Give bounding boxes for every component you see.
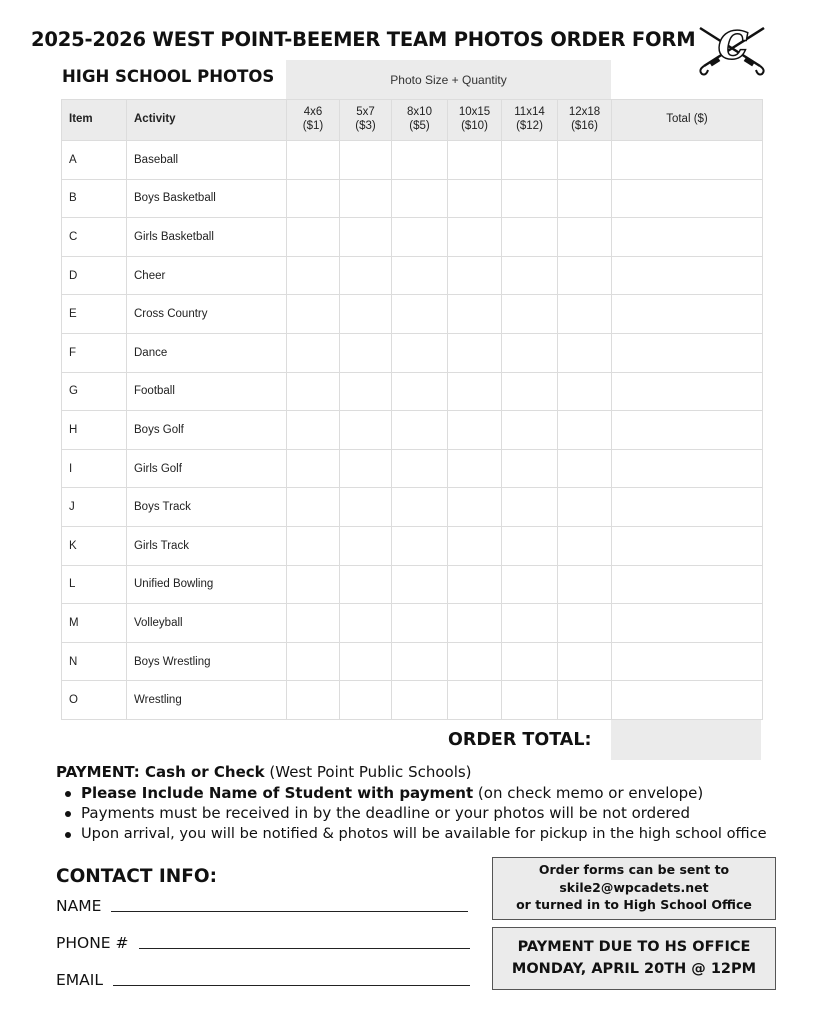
section-title: HIGH SCHOOL PHOTOS <box>62 67 275 86</box>
row-activity: Boys Basketball <box>127 179 287 218</box>
name-input-line[interactable] <box>111 911 468 912</box>
quantity-cell-10x15[interactable] <box>448 218 502 257</box>
quantity-cell-8x10[interactable] <box>392 141 448 180</box>
table-row <box>62 256 763 295</box>
quantity-cell-11x14[interactable] <box>502 526 558 565</box>
table-row <box>62 218 763 257</box>
row-total-cell[interactable] <box>612 256 763 295</box>
col-total: Total ($) <box>612 100 763 141</box>
submission-line-1: Order forms can be sent to <box>538 862 730 877</box>
quantity-cell-8x10[interactable] <box>392 642 448 681</box>
row-total-cell[interactable] <box>612 372 763 411</box>
row-total-cell[interactable] <box>612 565 763 604</box>
payment-info <box>56 762 767 844</box>
payment-due-box <box>492 927 776 990</box>
table-row <box>62 642 763 681</box>
email-label: EMAIL <box>56 971 103 989</box>
table-row <box>62 179 763 218</box>
quantity-cell-10x15[interactable] <box>448 372 502 411</box>
row-activity: Unified Bowling <box>127 565 287 604</box>
quantity-cell-4x6[interactable] <box>287 642 340 681</box>
quantity-cell-10x15[interactable] <box>448 681 502 720</box>
submission-email: skile2@wpcadets.net <box>559 879 709 895</box>
quantity-cell-5x7[interactable] <box>340 642 392 681</box>
logo-letter: C <box>718 25 748 67</box>
table-row <box>62 526 763 565</box>
row-total-cell[interactable] <box>612 449 763 488</box>
row-activity: Wrestling <box>127 681 287 720</box>
quantity-cell-12x18[interactable] <box>558 333 612 372</box>
quantity-cell-4x6[interactable] <box>287 604 340 643</box>
row-item: H <box>62 411 127 450</box>
quantity-cell-4x6[interactable] <box>287 488 340 527</box>
quantity-cell-5x7[interactable] <box>340 256 392 295</box>
payment-bullets <box>56 783 767 845</box>
quantity-cell-8x10[interactable] <box>392 449 448 488</box>
quantity-cell-11x14[interactable] <box>502 256 558 295</box>
col-size-12x18: 12x18 ($16) <box>558 100 612 141</box>
quantity-cell-8x10[interactable] <box>392 681 448 720</box>
quantity-cell-11x14[interactable] <box>502 604 558 643</box>
row-activity: Boys Track <box>127 488 287 527</box>
quantity-cell-5x7[interactable] <box>340 526 392 565</box>
quantity-cell-5x7[interactable] <box>340 488 392 527</box>
quantity-cell-4x6[interactable] <box>287 179 340 218</box>
row-total-cell[interactable] <box>612 526 763 565</box>
row-item: M <box>62 604 127 643</box>
submission-line-3: or turned in to High School Office <box>516 897 752 912</box>
email-input-line[interactable] <box>113 985 470 986</box>
payment-due-line-1: PAYMENT DUE TO HS OFFICE <box>517 939 751 955</box>
table-row <box>62 488 763 527</box>
quantity-cell-10x15[interactable] <box>448 411 502 450</box>
table-row <box>62 449 763 488</box>
quantity-cell-5x7[interactable] <box>340 565 392 604</box>
quantity-cell-11x14[interactable] <box>502 179 558 218</box>
quantity-cell-12x18[interactable] <box>558 681 612 720</box>
row-item: E <box>62 295 127 334</box>
quantity-cell-10x15[interactable] <box>448 488 502 527</box>
quantity-cell-5x7[interactable] <box>340 218 392 257</box>
quantity-cell-8x10[interactable] <box>392 256 448 295</box>
row-item: L <box>62 565 127 604</box>
quantity-cell-11x14[interactable] <box>502 141 558 180</box>
row-item: I <box>62 449 127 488</box>
row-activity: Girls Basketball <box>127 218 287 257</box>
quantity-cell-12x18[interactable] <box>558 411 612 450</box>
phone-label: PHONE # <box>56 934 129 952</box>
quantity-cell-4x6[interactable] <box>287 295 340 334</box>
col-item: Item <box>62 100 127 141</box>
row-item: D <box>62 256 127 295</box>
quantity-cell-5x7[interactable] <box>340 141 392 180</box>
payment-due-line-2: MONDAY, APRIL 20TH @ 12PM <box>511 960 757 977</box>
quantity-cell-10x15[interactable] <box>448 141 502 180</box>
quantity-cell-5x7[interactable] <box>340 372 392 411</box>
quantity-cell-8x10[interactable] <box>392 333 448 372</box>
quantity-cell-12x18[interactable] <box>558 179 612 218</box>
col-size-10x15: 10x15 ($10) <box>448 100 502 141</box>
row-total-cell[interactable] <box>612 333 763 372</box>
row-total-cell[interactable] <box>612 141 763 180</box>
quantity-cell-8x10[interactable] <box>392 218 448 257</box>
name-field-row <box>56 897 468 915</box>
table-row <box>62 604 763 643</box>
row-total-cell[interactable] <box>612 604 763 643</box>
row-item: J <box>62 488 127 527</box>
name-label: NAME <box>56 897 102 915</box>
table-header-row <box>62 100 763 141</box>
quantity-cell-11x14[interactable] <box>502 372 558 411</box>
quantity-cell-10x15[interactable] <box>448 449 502 488</box>
quantity-cell-5x7[interactable] <box>340 295 392 334</box>
payment-bullet: Upon arrival, you will be notified & photos will be available for pickup in the high school office <box>56 824 767 845</box>
quantity-cell-10x15[interactable] <box>448 642 502 681</box>
phone-input-line[interactable] <box>139 948 470 949</box>
quantity-cell-4x6[interactable] <box>287 218 340 257</box>
quantity-cell-11x14[interactable] <box>502 218 558 257</box>
quantity-cell-12x18[interactable] <box>558 256 612 295</box>
quantity-cell-5x7[interactable] <box>340 179 392 218</box>
quantity-cell-4x6[interactable] <box>287 449 340 488</box>
quantity-cell-12x18[interactable] <box>558 488 612 527</box>
row-item: B <box>62 179 127 218</box>
quantity-cell-11x14[interactable] <box>502 642 558 681</box>
submission-info-box <box>492 857 776 920</box>
photo-size-header: Photo Size + Quantity <box>286 60 611 100</box>
quantity-cell-12x18[interactable] <box>558 295 612 334</box>
quantity-cell-8x10[interactable] <box>392 411 448 450</box>
row-activity: Football <box>127 372 287 411</box>
row-item: A <box>62 141 127 180</box>
quantity-cell-4x6[interactable] <box>287 333 340 372</box>
table-row <box>62 411 763 450</box>
payment-bullet: Payments must be received in by the deadline or your photos will be not ordered <box>56 803 767 824</box>
payment-lead: PAYMENT: Cash or Check (West Point Public Schools) <box>56 763 472 781</box>
quantity-cell-10x15[interactable] <box>448 526 502 565</box>
quantity-cell-12x18[interactable] <box>558 141 612 180</box>
quantity-cell-5x7[interactable] <box>340 681 392 720</box>
row-activity: Girls Track <box>127 526 287 565</box>
table-row <box>62 372 763 411</box>
quantity-cell-8x10[interactable] <box>392 565 448 604</box>
quantity-cell-8x10[interactable] <box>392 179 448 218</box>
row-activity: Dance <box>127 333 287 372</box>
row-total-cell[interactable] <box>612 295 763 334</box>
crossed-swords-icon <box>696 22 768 78</box>
quantity-cell-8x10[interactable] <box>392 604 448 643</box>
table-row <box>62 141 763 180</box>
contact-title: CONTACT INFO: <box>56 866 218 887</box>
quantity-cell-12x18[interactable] <box>558 218 612 257</box>
quantity-cell-11x14[interactable] <box>502 681 558 720</box>
quantity-cell-4x6[interactable] <box>287 256 340 295</box>
quantity-cell-11x14[interactable] <box>502 333 558 372</box>
order-total-field[interactable] <box>611 720 761 760</box>
row-activity: Cross Country <box>127 295 287 334</box>
row-activity: Baseball <box>127 141 287 180</box>
quantity-cell-5x7[interactable] <box>340 333 392 372</box>
quantity-cell-11x14[interactable] <box>502 411 558 450</box>
col-activity: Activity <box>127 100 287 141</box>
quantity-cell-8x10[interactable] <box>392 526 448 565</box>
row-activity: Boys Golf <box>127 411 287 450</box>
order-table <box>61 99 763 720</box>
row-activity: Volleyball <box>127 604 287 643</box>
quantity-cell-10x15[interactable] <box>448 256 502 295</box>
quantity-cell-5x7[interactable] <box>340 449 392 488</box>
quantity-cell-12x18[interactable] <box>558 449 612 488</box>
quantity-cell-12x18[interactable] <box>558 372 612 411</box>
quantity-cell-4x6[interactable] <box>287 372 340 411</box>
payment-bullet: Please Include Name of Student with payment (on check memo or envelope) <box>56 783 767 804</box>
row-total-cell[interactable] <box>612 179 763 218</box>
quantity-cell-4x6[interactable] <box>287 681 340 720</box>
quantity-cell-4x6[interactable] <box>287 526 340 565</box>
quantity-cell-11x14[interactable] <box>502 488 558 527</box>
email-field-row <box>56 971 470 989</box>
row-activity: Girls Golf <box>127 449 287 488</box>
quantity-cell-8x10[interactable] <box>392 372 448 411</box>
quantity-cell-12x18[interactable] <box>558 565 612 604</box>
quantity-cell-10x15[interactable] <box>448 333 502 372</box>
table-row <box>62 333 763 372</box>
quantity-cell-10x15[interactable] <box>448 565 502 604</box>
row-activity: Cheer <box>127 256 287 295</box>
row-total-cell[interactable] <box>612 411 763 450</box>
quantity-cell-5x7[interactable] <box>340 604 392 643</box>
quantity-cell-4x6[interactable] <box>287 141 340 180</box>
col-size-8x10: 8x10 ($5) <box>392 100 448 141</box>
table-row <box>62 295 763 334</box>
quantity-cell-8x10[interactable] <box>392 295 448 334</box>
row-item: F <box>62 333 127 372</box>
cadets-logo <box>696 22 768 78</box>
quantity-cell-11x14[interactable] <box>502 449 558 488</box>
order-total-label: ORDER TOTAL: <box>448 730 592 750</box>
quantity-cell-5x7[interactable] <box>340 411 392 450</box>
table-row <box>62 565 763 604</box>
row-item: K <box>62 526 127 565</box>
row-total-cell[interactable] <box>612 218 763 257</box>
quantity-cell-11x14[interactable] <box>502 565 558 604</box>
row-total-cell[interactable] <box>612 488 763 527</box>
row-activity: Boys Wrestling <box>127 642 287 681</box>
col-size-5x7: 5x7 ($3) <box>340 100 392 141</box>
row-item: N <box>62 642 127 681</box>
row-item: C <box>62 218 127 257</box>
col-size-11x14: 11x14 ($12) <box>502 100 558 141</box>
quantity-cell-4x6[interactable] <box>287 565 340 604</box>
quantity-cell-8x10[interactable] <box>392 488 448 527</box>
row-item: G <box>62 372 127 411</box>
quantity-cell-10x15[interactable] <box>448 604 502 643</box>
table-row <box>62 681 763 720</box>
quantity-cell-12x18[interactable] <box>558 604 612 643</box>
quantity-cell-10x15[interactable] <box>448 179 502 218</box>
quantity-cell-11x14[interactable] <box>502 295 558 334</box>
phone-field-row <box>56 934 470 952</box>
row-total-cell[interactable] <box>612 681 763 720</box>
quantity-cell-12x18[interactable] <box>558 642 612 681</box>
quantity-cell-10x15[interactable] <box>448 295 502 334</box>
col-size-4x6: 4x6 ($1) <box>287 100 340 141</box>
row-item: O <box>62 681 127 720</box>
quantity-cell-4x6[interactable] <box>287 411 340 450</box>
form-title: 2025-2026 WEST POINT-BEEMER TEAM PHOTOS ORDER FORM <box>31 28 696 51</box>
quantity-cell-12x18[interactable] <box>558 526 612 565</box>
row-total-cell[interactable] <box>612 642 763 681</box>
